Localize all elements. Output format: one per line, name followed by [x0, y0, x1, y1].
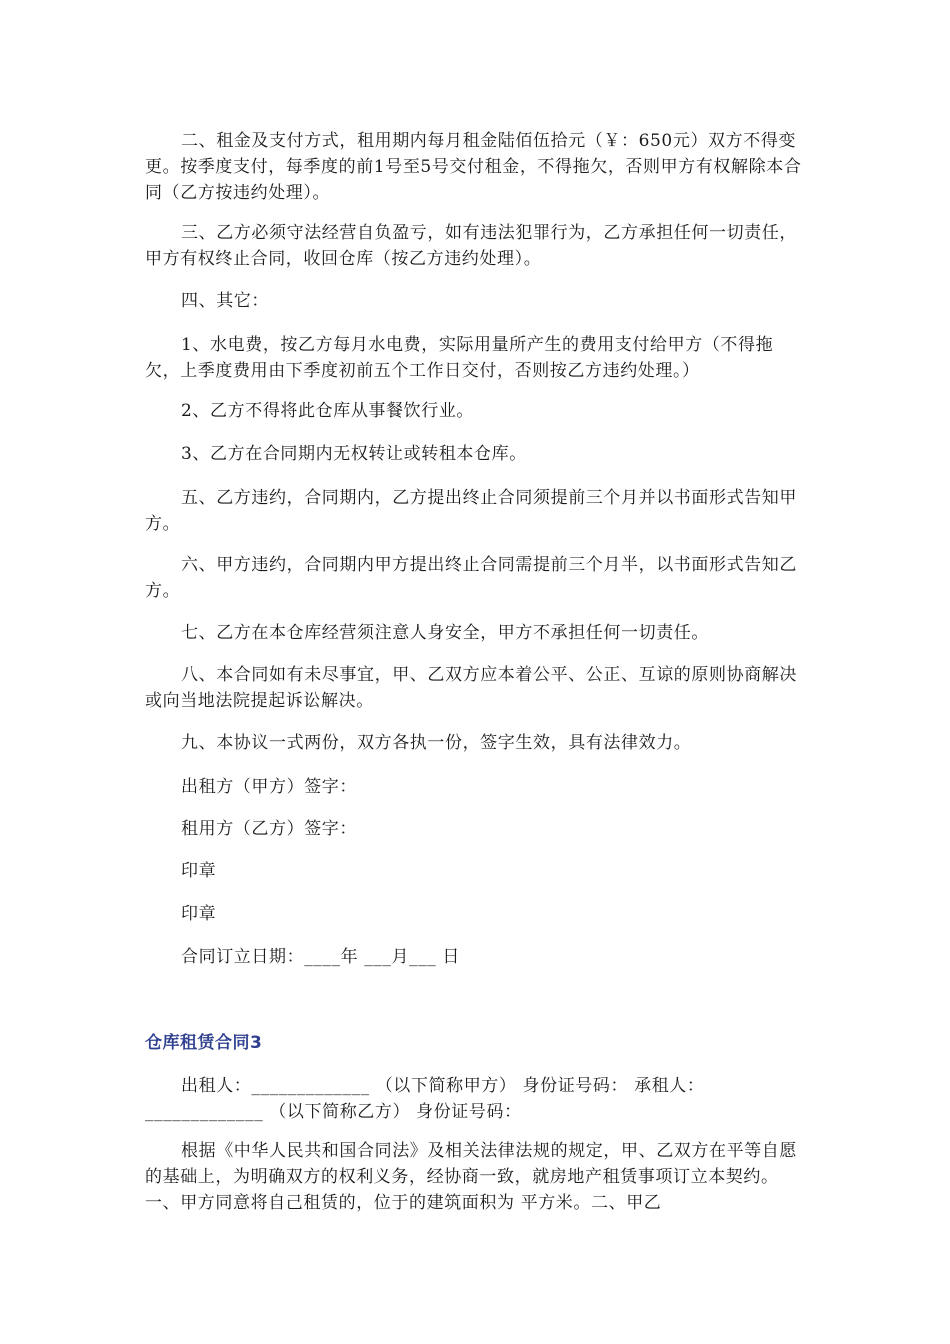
clause-8-disputes: 八、本合同如有未尽事宜，甲、乙双方应本着公平、公正、互谅的原则协商解决或向当地法院提起诉讼解决。 — [145, 665, 797, 711]
clause-4-other: 四、其它： — [181, 291, 269, 311]
clause-2-rent: 二、租金及支付方式，租用期内每月租金陆佰伍拾元（￥：650元）双方不得变更。按季度支付，每季度的前1号至5号交付租金，不得拖欠，否则甲方有权解除本合同（乙方按违约处理）。 — [145, 131, 802, 203]
seal-line: 印章 — [181, 861, 217, 881]
clause-4-3-no-sublet: 3、乙方在合同期内无权转让或转租本仓库。 — [181, 444, 527, 464]
clause-9-copies: 九、本协议一式两份，双方各执一份，签字生效，具有法律效力。 — [181, 733, 692, 753]
clause-6-landlord-breach: 六、甲方违约，合同期内甲方提出终止合同需提前三个月半，以书面形式告知乙方。 — [145, 555, 797, 601]
seal-line: 印章 — [181, 904, 217, 924]
clause-4-2-no-catering: 2、乙方不得将此仓库从事餐饮行业。 — [181, 401, 475, 421]
section-heading: 仓库租赁合同3 — [145, 1033, 263, 1053]
parties-paragraph: 出租人：_____________ （以下简称甲方） 身份证号码： 承租人：_____________ （以下简称乙方） 身份证号码： — [145, 1076, 705, 1122]
lessor-signature-line: 出租方（甲方）签字： — [181, 777, 357, 797]
lessee-signature-line: 租用方（乙方）签字： — [181, 819, 357, 839]
clause-4-1-utilities: 1、水电费，按乙方每月水电费，实际用量所产生的费用支付给甲方（不得拖欠，上季度费用由下季度初前五个工作日交付，否则按乙方违约处理。） — [145, 335, 774, 381]
clause-5-tenant-breach: 五、乙方违约，合同期内，乙方提出终止合同须提前三个月并以书面形式告知甲方。 — [145, 488, 797, 534]
contract-date-line: 合同订立日期：____年 ___月___ 日 — [181, 947, 461, 967]
clause-7-safety: 七、乙方在本仓库经营须注意人身安全，甲方不承担任何一切责任。 — [181, 623, 709, 643]
clause-3-legal-operation: 三、乙方必须守法经营自负盈亏，如有违法犯罪行为，乙方承担任何一切责任，甲方有权终止合同，收回仓库（按乙方违约处理）。 — [145, 223, 797, 269]
preamble-paragraph: 根据《中华人民共和国合同法》及相关法律法规的规定，甲、乙双方在平等自愿的基础上，为明确双方的权利义务，经协商一致，就房地产租赁事项订立本契约。一、甲方同意将自己租赁的，位于的建筑面积为 平方米。二、甲乙 — [145, 1141, 797, 1213]
